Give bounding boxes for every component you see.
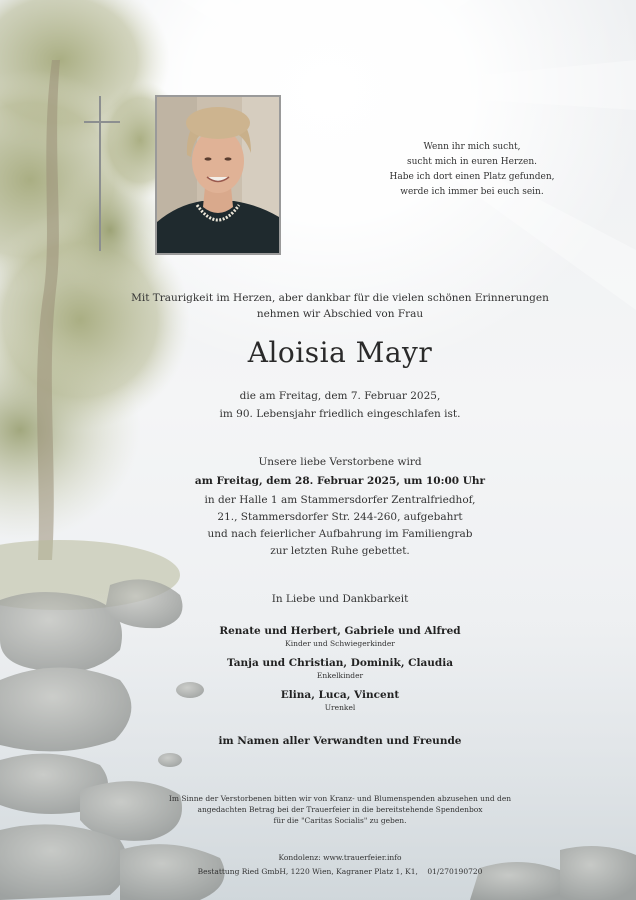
funeral-detail-line: zur letzten Ruhe gebettet.: [270, 545, 410, 557]
mourner-names: Elina, Luca, Vincent: [280, 689, 400, 701]
death-line: im 90. Lebensjahr friedlich eingeschlafen ist.: [219, 408, 461, 420]
donation-line: für die "Caritas Socialis" zu geben.: [273, 816, 407, 825]
intro-line: Mit Traurigkeit im Herzen, aber dankbar für die vielen schönen Erinnerungen: [131, 292, 549, 304]
mourners-list: [120, 624, 560, 720]
portrait-photo: [155, 95, 281, 255]
condolence-link[interactable]: Kondolenz: www.trauerfeier.info: [278, 853, 402, 862]
poem-line: werde ich immer bei euch sein.: [400, 187, 544, 197]
intro-line: nehmen wir Abschied von Frau: [256, 308, 424, 320]
poem-line: Habe ich dort einen Platz gefunden,: [389, 172, 555, 182]
poem-line: Wenn ihr mich sucht,: [423, 142, 521, 152]
funeral-detail-line: in der Halle 1 am Stammersdorfer Zentralfriedhof,: [204, 494, 476, 506]
death-notice: [120, 387, 560, 423]
poem: [372, 140, 572, 200]
funeral-intro: Unsere liebe Verstorbene wird: [258, 456, 422, 468]
funeral-detail-line: 21., Stammersdorfer Str. 244-260, aufgebahrt: [217, 511, 463, 523]
funeral-date-time: am Freitag, dem 28. Februar 2025, um 10:00 Uhr: [194, 475, 486, 487]
donation-line: angedachten Betrag bei der Trauerfeier in die bereitstehende Spendenbox: [197, 805, 483, 814]
poem-line: sucht mich in euren Herzen.: [407, 157, 537, 167]
mourner-names: Tanja und Christian, Dominik, Claudia: [226, 657, 454, 669]
deceased-name: Aloisia Mayr: [247, 336, 433, 369]
funeral-detail-line: und nach feierlicher Aufbahrung im Familiengrab: [207, 528, 473, 540]
donation-line: Im Sinne der Verstorbenen bitten wir von Kranz- und Blumenspenden abzusehen und den: [168, 794, 512, 803]
closing-text: In Liebe und Dankbarkeit: [271, 593, 409, 605]
undertaker-info: Bestattung Ried GmbH, 1220 Wien, Kagraner Platz 1, K1, 01/270190720: [197, 867, 483, 876]
footer: [120, 851, 560, 879]
mourner-relation: Urenkel: [324, 703, 356, 712]
death-line: die am Freitag, dem 7. Februar 2025,: [239, 390, 441, 402]
mourner-relation: Enkelkinder: [316, 671, 364, 680]
mourner-relation: Kinder und Schwiegerkinder: [285, 639, 395, 648]
mourner-names: Renate und Herbert, Gabriele und Alfred: [219, 625, 461, 637]
funeral-details: [120, 454, 560, 560]
intro-text: [120, 290, 560, 322]
relatives-line: im Namen aller Verwandten und Freunde: [218, 735, 462, 747]
donation-note: [120, 793, 560, 826]
